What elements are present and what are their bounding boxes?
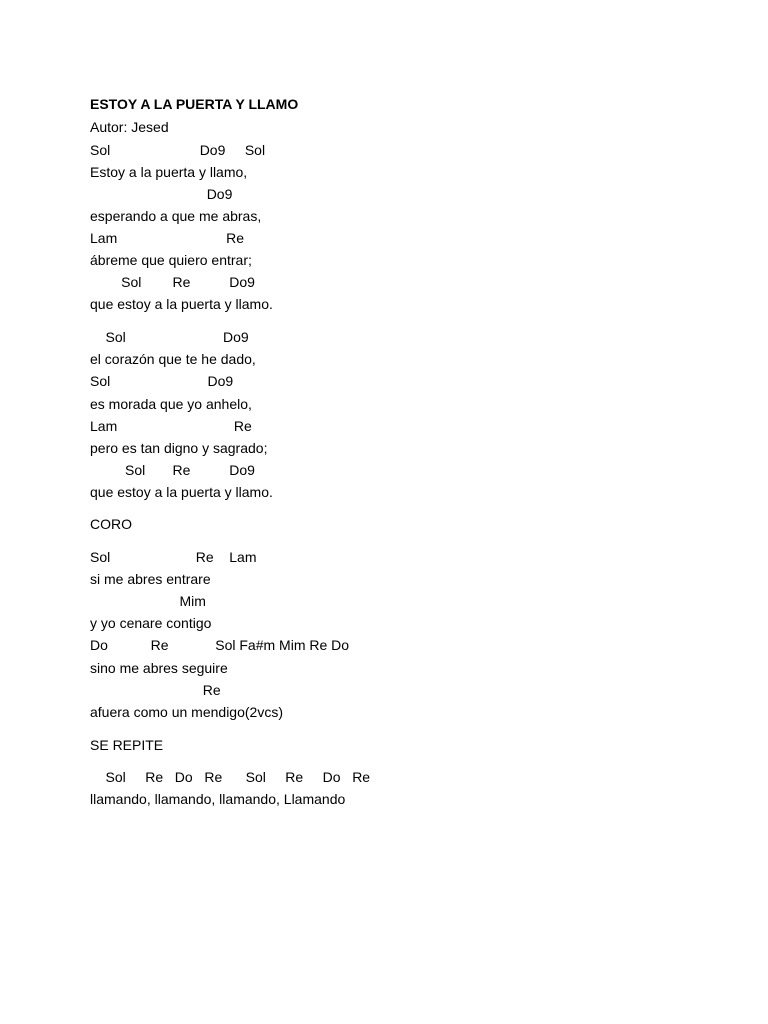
chord-line: Sol Do9 Sol [90,142,266,158]
song-author: Autor: Jesed [90,119,169,135]
section-label-chorus: CORO [90,516,132,532]
lyric-line: si me abres entrare [90,571,211,587]
chord-line: Sol Re Do Re Sol Re Do Re [90,769,371,785]
section-label-repeat: SE REPITE [90,737,164,753]
chord-line: Do9 [90,186,233,202]
chord-line: Sol Re Do9 [90,274,255,290]
chord-line: Lam Re [90,418,252,434]
chord-line: Sol Do9 [90,373,234,389]
chord-line: Do Re Sol Fa#m Mim Re Do [90,637,350,653]
lyric-line: Estoy a la puerta y llamo, [90,164,248,180]
chord-line: Lam Re [90,230,245,246]
lyric-line: sino me abres seguire [90,660,228,676]
lyric-line: esperando a que me abras, [90,208,262,224]
lyric-line: y yo cenare contigo [90,615,212,631]
chord-line: Re [90,682,221,698]
lyric-line: ábreme que quiero entrar; [90,252,252,268]
lyric-line: que estoy a la puerta y llamo. [90,296,273,312]
chord-line: Sol Re Lam [90,549,257,565]
lyric-line: llamando, llamando, llamando, Llamando [90,791,346,807]
chord-line: Sol Re Do9 [90,462,255,478]
lyric-line: el corazón que te he dado, [90,351,256,367]
lyric-line: es morada que yo anhelo, [90,396,252,412]
chord-line: Sol Do9 [90,329,249,345]
chord-line: Mim [90,593,206,609]
lyric-line: que estoy a la puerta y llamo. [90,484,273,500]
lyric-line: afuera como un mendigo(2vcs) [90,704,283,720]
song-title: ESTOY A LA PUERTA Y LLAMO [90,96,299,112]
lyric-line: pero es tan digno y sagrado; [90,440,268,456]
